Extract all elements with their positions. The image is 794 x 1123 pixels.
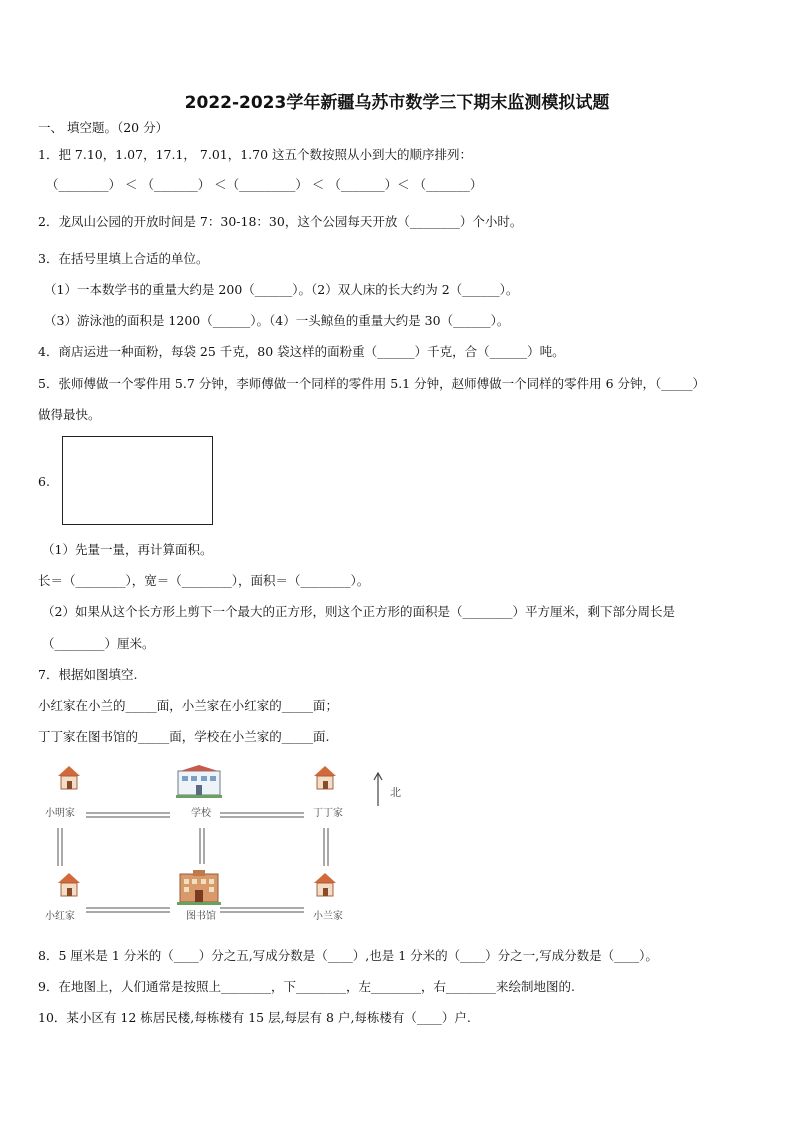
- question-2: 2．龙凤山公园的开放时间是 7：30-18：30，这个公园每天开放（________）个小时。: [38, 214, 523, 229]
- question-6-part2-line2: （________）厘米。: [42, 636, 155, 651]
- house-icon-xiaohong: [58, 873, 80, 896]
- library-icon: [177, 870, 221, 905]
- house-icon-dingding: [314, 766, 336, 789]
- question-6-part1: （1）先量一量，再计算面积。: [42, 542, 213, 557]
- place-label-xiaoming: 小明家: [45, 808, 75, 819]
- place-label-school: 学校: [191, 808, 211, 819]
- house-icon-xiaoming: [58, 766, 80, 789]
- question-6-part2-line1: （2）如果从这个长方形上剪下一个最大的正方形，则这个正方形的面积是（________）平方厘米，剩下部分周长是: [42, 604, 675, 619]
- question-10: 10．某小区有 12 栋居民楼,每栋楼有 15 层,每层有 8 户,每栋楼有（____）户.: [38, 1010, 471, 1025]
- question-4: 4．商店运进一种面粉，每袋 25 千克，80 袋这样的面粉重（______）千克，合（______）吨。: [38, 344, 565, 359]
- question-5-line2: 做得最快。: [38, 407, 101, 422]
- question-8: 8．5 厘米是 1 分米的（____）分之五,写成分数是（____）,也是 1 分米的（____）分之一,写成分数是（____）。: [38, 948, 658, 963]
- question-3: 3．在括号里填上合适的单位。: [38, 251, 209, 266]
- place-label-library: 图书馆: [186, 911, 216, 922]
- question-9: 9．在地图上，人们通常是按照上________，下________，左________，右________来绘制地图的.: [38, 979, 575, 994]
- question-7-line1: 小红家在小兰的_____面，小兰家在小红家的_____面；: [38, 698, 339, 713]
- question-3-line2: （3）游泳池的面积是 1200（______）。（4）一头鲸鱼的重量大约是 30（______）。: [44, 313, 510, 328]
- question-5-line1: 5．张师傅做一个零件用 5.7 分钟，李师傅做一个同样的零件用 5.1 分钟，赵师傅做一个同样的零件用 6 分钟，（_____）: [38, 376, 706, 391]
- rectangle-figure: [62, 436, 213, 525]
- section-heading: 一、 填空题。（20 分）: [38, 120, 169, 135]
- question-1-blanks: （________） ＜ （_______） ＜（_________） ＜ （_______）＜ （_______）: [46, 177, 483, 192]
- question-7: 7．根据如图填空.: [38, 667, 138, 682]
- question-6-measure: 长＝（________），宽＝（________），面积＝（________）。: [38, 573, 370, 588]
- place-label-xiaohong: 小红家: [45, 911, 75, 922]
- house-icon-xiaolan: [314, 873, 336, 896]
- question-3-line1: （1）一本数学书的重量大约是 200（______）。（2）双人床的长大约为 2（______）。: [44, 282, 519, 297]
- page-title: 2022-2023学年新疆乌苏市数学三下期末监测模拟试题: [184, 93, 610, 113]
- school-icon: [176, 765, 222, 798]
- north-arrow-icon: [374, 773, 382, 806]
- question-7-line2: 丁丁家在图书馆的_____面，学校在小兰家的_____面.: [38, 729, 330, 744]
- north-label: 北: [390, 786, 401, 799]
- question-6-number: 6.: [38, 474, 50, 489]
- place-label-dingding: 丁丁家: [313, 808, 343, 819]
- place-label-xiaolan: 小兰家: [313, 911, 343, 922]
- question-1: 1．把 7.10，1.07，17.1， 7.01，1.70 这五个数按照从小到大的顺序排列：: [38, 147, 473, 162]
- map-figure: [30, 760, 410, 930]
